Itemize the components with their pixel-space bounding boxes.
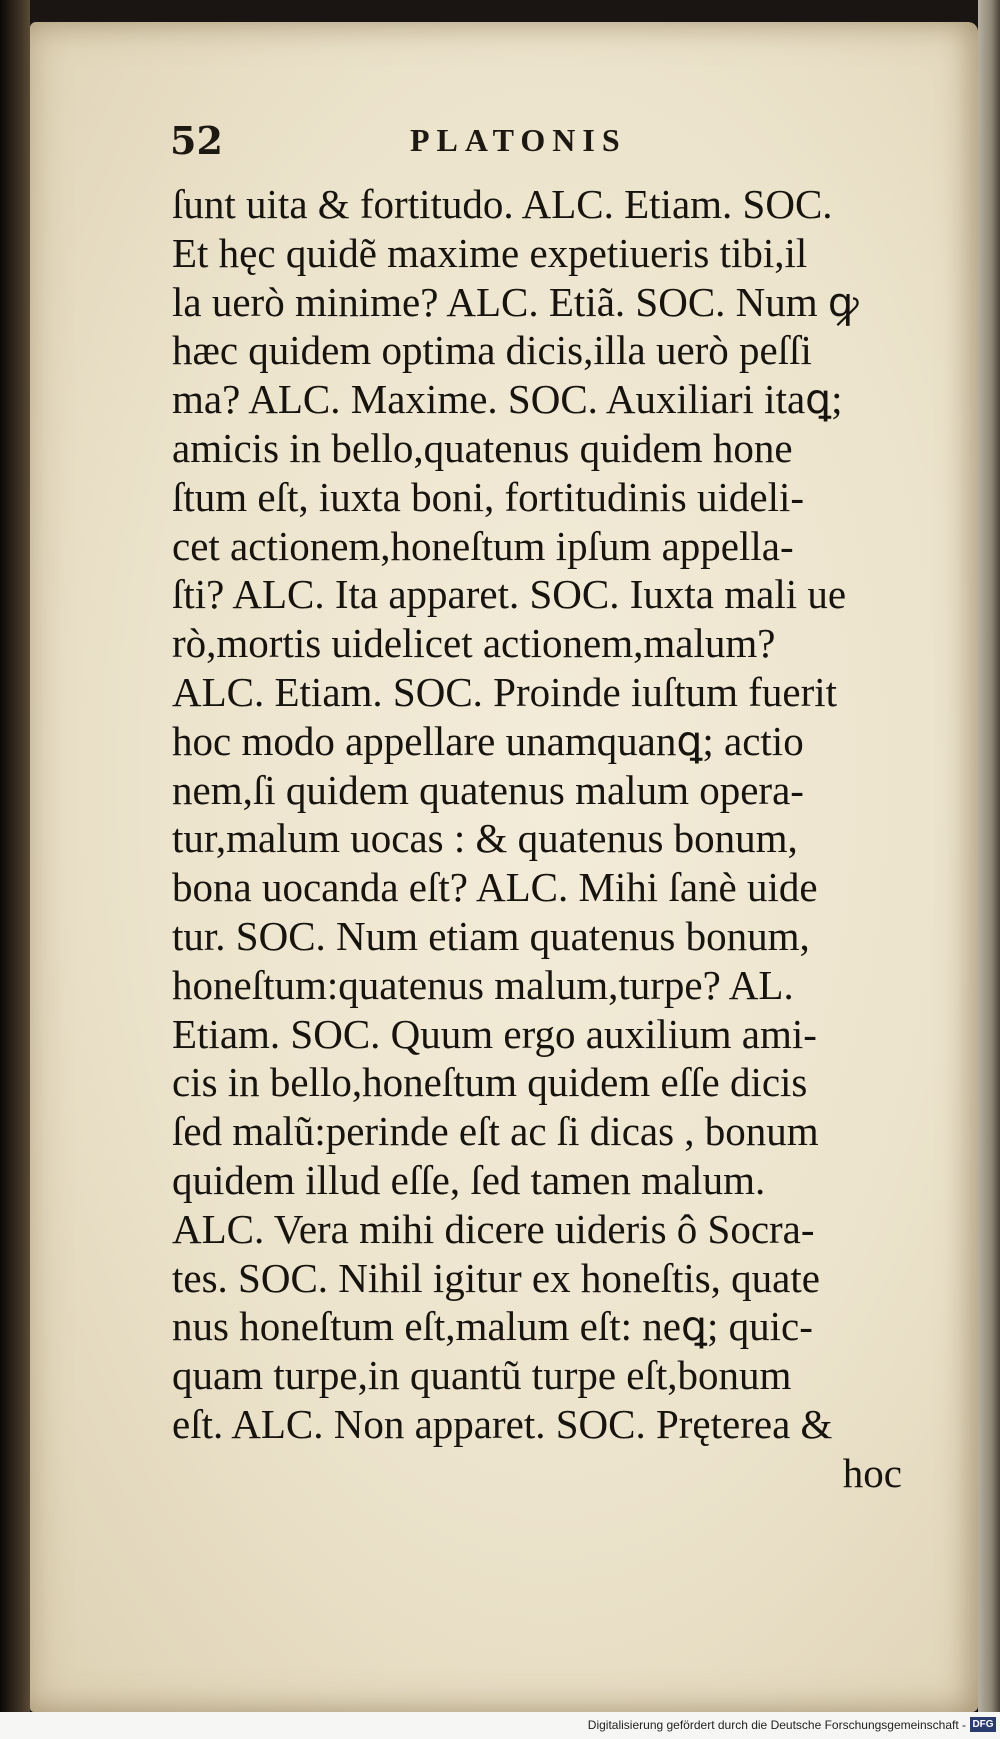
text-line: bona uocanda eſt? ALC. Mihi ſanè uide — [172, 864, 818, 911]
page-header — [140, 118, 900, 168]
text-line: honeſtum:quatenus malum,turpe? AL. — [172, 961, 794, 1008]
text-line: tes. SOC. Nihil igitur ex honeſtis, quate — [172, 1254, 820, 1301]
text-line: Et hęc quidẽ maxime expetiueris tibi,il — [172, 229, 808, 276]
dfg-logo: DFG — [970, 1717, 996, 1732]
text-line: amicis in bello,quatenus quidem hone — [172, 424, 793, 471]
text-line: tur,malum uocas : & quatenus bonum, — [172, 815, 798, 862]
text-line: ſti? ALC. Ita apparet. SOC. Iuxta mali ue — [172, 571, 847, 618]
text-line: nus honeſtum eſt,malum eſt: neꝗ; quic- — [172, 1303, 813, 1350]
page-number: 52 — [170, 118, 223, 163]
text-line: la uerò minime? ALC. Etiã. SOC. Num ꝙ — [172, 278, 859, 325]
digitization-footer — [0, 1712, 1000, 1739]
text-line: hoc modo appellare unamquanꝗ; actio — [172, 717, 804, 764]
text-line: rò,mortis uidelicet actionem,malum? — [172, 620, 776, 667]
text-line: Etiam. SOC. Quum ergo auxilium ami- — [172, 1010, 817, 1057]
text-line: ma? ALC. Maxime. SOC. Auxiliari itaꝗ; — [172, 376, 843, 423]
text-line: tur. SOC. Num etiam quatenus bonum, — [172, 912, 810, 959]
text-line: cet actionem,honeſtum ipſum appella- — [172, 522, 794, 569]
text-line: ſunt uita & fortitudo. ALC. Etiam. SOC. — [172, 181, 833, 227]
text-line: cis in bello,honeſtum quidem eſſe dicis — [172, 1059, 808, 1106]
text-line: quam turpe,in quantũ turpe eſt,bonum — [172, 1352, 792, 1399]
book-spine-edge — [0, 0, 30, 1739]
catchword: hoc — [842, 1449, 902, 1496]
text-line: quidem illud eſſe, ſed tamen malum. — [172, 1156, 766, 1203]
body-text — [172, 180, 912, 1498]
text-line: ALC. Etiam. SOC. Proinde iuſtum fuerit — [172, 668, 838, 715]
book-fore-edge — [978, 0, 1000, 1739]
text-line: ſtum eſt, iuxta boni, fortitudinis uideli- — [172, 473, 805, 520]
funding-credit: Digitalisierung gefördert durch die Deutsche Forschungsgemeinschaft - — [587, 1718, 966, 1732]
running-head: PLATONIS — [410, 122, 627, 158]
text-line: ſed malũ:perinde eſt ac ſi dicas , bonum — [172, 1108, 819, 1155]
text-line: ALC. Vera mihi dicere uideris ô Socra- — [172, 1205, 815, 1252]
text-line: nem,ſi quidem quatenus malum opera- — [172, 766, 804, 813]
text-line: hæc quidem optima dicis,illa uerò peſſi — [172, 327, 812, 374]
text-line: eſt. ALC. Non apparet. SOC. Pręterea & — [172, 1400, 833, 1447]
